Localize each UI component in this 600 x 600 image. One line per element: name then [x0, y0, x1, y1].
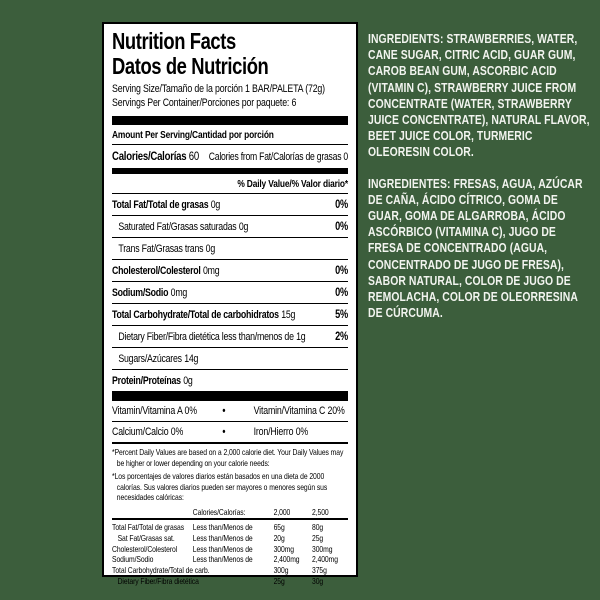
nutrient-amount: 0g [210, 198, 221, 211]
nutrient-amount: 0g [183, 374, 193, 387]
serving-size: Serving Size/Tamaño de la porción 1 BAR/PALETA (72g) [112, 83, 325, 95]
ingredients-spanish [368, 176, 594, 322]
nutrient-name: Trans Fat/Grasas trans [118, 242, 204, 255]
table-row: Total Carbohydrate/Total de carb. 300g 375g [112, 565, 327, 576]
nutrient-amount: 0mg [170, 286, 188, 299]
nutrient-dv: 0% [335, 198, 348, 211]
nutrient-amount: 0g [205, 242, 215, 255]
nutrient-dv: 0% [335, 286, 348, 299]
footnote-english: *Percent Daily Values are based on a 2,000 calorie diet. Your Daily Values may be higher or lower depending on your calorie needs: [112, 447, 344, 468]
vitamin-c: Vitamin/Vitamina C 20% [253, 404, 345, 417]
nutrient-dv: 5% [335, 308, 348, 321]
nutrient-row-saturated-fat [112, 216, 348, 238]
nutrient-row-dietary-fiber [112, 326, 348, 348]
calories-label-group [112, 148, 199, 165]
nutrient-name: Saturated Fat/Grasas saturadas [118, 220, 237, 233]
ingredients-english-text: STRAWBERRIES, WATER, CANE SUGAR, CITRIC ACID, GUAR GUM, CAROB BEAN GUM, ASCORBIC ACID (VITAMIN C), STRAWBERRY JUICE FROM CONCENTRATE (WATER, STRAWBERRY JUICE CONCENTRATE), NATURAL FLAVOR, BEET JUICE COLOR, TURMERIC OLEORESIN COLOR. [368, 31, 590, 160]
daily-value-header: % Daily Value/% Valor diario* [112, 174, 348, 194]
nutrient-amount: 14g [184, 352, 199, 365]
table-header-calories: Calories/Calorías: [192, 506, 246, 517]
nutrient-name: Cholesterol/Colesterol [112, 264, 201, 277]
nutrient-amount: 1g [296, 330, 306, 343]
table-header-row [112, 506, 348, 520]
ingredients-panel [368, 31, 594, 321]
calories-from-fat: Calories from Fat/Calorías de grasas 0 [208, 151, 348, 163]
nutrient-name: Dietary Fiber/Fibra dietética less than/menos de [118, 330, 294, 343]
calcium: Calcium/Calcio 0% [112, 425, 184, 438]
table-header-2500: 2,500 [312, 506, 329, 517]
calories-value: 60 [188, 149, 199, 163]
ingredients-english-label: INGREDIENTS: [368, 31, 444, 46]
amount-per-serving-header: Amount Per Serving/Cantidad por porción [112, 125, 348, 145]
nutrient-name: Total Carbohydrate/Total de carbohidratos [112, 308, 279, 321]
nutrient-row-trans-fat [112, 238, 348, 260]
nutrient-row-sodium [112, 282, 348, 304]
footnote-spanish: *Los porcentajes de valores diarios están basados en una dieta de 2000 calorías. Sus valores diarios pueden ser mayores o menores según sus necesidades calóricas: [112, 471, 328, 503]
vitamin-row-calcium-iron [112, 422, 348, 444]
iron: Iron/Hierro 0% [253, 425, 309, 438]
ingredients-spanish-text: FRESAS, AGUA, AZÚCAR DE CAÑA, ÁCIDO CÍTRICO, GOMA DE GUAR, GOMA DE ALGARROBA, ÁCIDO ASCÓRBICO (VITAMINA C), JUGO DE FRESA DE CONCENTRADO (AGUA, CONCENTRADO DE JUGO DE FRESA), SABOR NATURAL, COLOR DE JUGO DE REMOLACHA, COLOR DE OLEORRESINA DE CÚRCUMA. [368, 175, 583, 321]
nutrient-dv: 2% [335, 330, 348, 343]
bullet-icon: • [222, 404, 226, 417]
vitamin-a: Vitamin/Vitamina A 0% [112, 404, 197, 417]
table-row: Cholesterol/Colesterol Less than/Menos de 300mg 300mg [112, 543, 333, 554]
nutrient-name: Protein/Proteínas [112, 374, 181, 387]
calories-row [112, 145, 348, 168]
nutrition-facts-label [102, 22, 358, 586]
nutrient-amount: 0mg [203, 264, 220, 277]
ingredients-english [368, 31, 594, 161]
nutrient-dv: 0% [335, 220, 348, 233]
vitamin-row-a-c [112, 401, 348, 422]
nutrient-name: Total Fat/Total de grasas [112, 198, 209, 211]
label-title-english: Nutrition Facts [112, 28, 236, 54]
serving-info [112, 83, 348, 110]
nutrient-amount: 0g [238, 220, 249, 233]
nutrient-row-protein [112, 370, 348, 391]
separator-bar-thick [112, 391, 348, 401]
nutrient-amount: 15g [281, 308, 296, 321]
separator-bar-thick [112, 116, 348, 125]
nutrient-name: Sodium/Sodio [112, 286, 169, 299]
nutrient-dv: 0% [335, 264, 348, 277]
nutrient-row-cholesterol [112, 260, 348, 282]
nutrient-row-total-fat [112, 194, 348, 216]
table-header-2000: 2,000 [273, 506, 291, 517]
table-row: Dietary Fiber/Fibra dietética 25g 30g [117, 575, 324, 586]
nutrient-row-total-carbohydrate [112, 304, 348, 326]
table-row: Sodium/Sodio Less than/Menos de 2,400mg 2,400mg [112, 554, 338, 565]
servings-per-container: Servings Per Container/Porciones por paquete: 6 [112, 96, 297, 109]
nutrition-facts-content [112, 30, 348, 587]
table-row: Sat Fat/Grasas sat. Less than/Menos de 20g 25g [117, 532, 324, 543]
calories-label: Calories/Calorías [112, 149, 187, 163]
table-row: Total Fat/Total de grasas Less than/Menos de 65g 80g [112, 521, 324, 532]
ingredients-spanish-label: INGREDIENTES: [368, 175, 451, 191]
daily-values-table [112, 506, 348, 587]
nutrient-row-sugars [112, 348, 348, 370]
nutrient-name: Sugars/Azúcares [118, 352, 182, 365]
bullet-icon: • [222, 425, 226, 438]
label-title-spanish: Datos de Nutrición [112, 53, 269, 79]
